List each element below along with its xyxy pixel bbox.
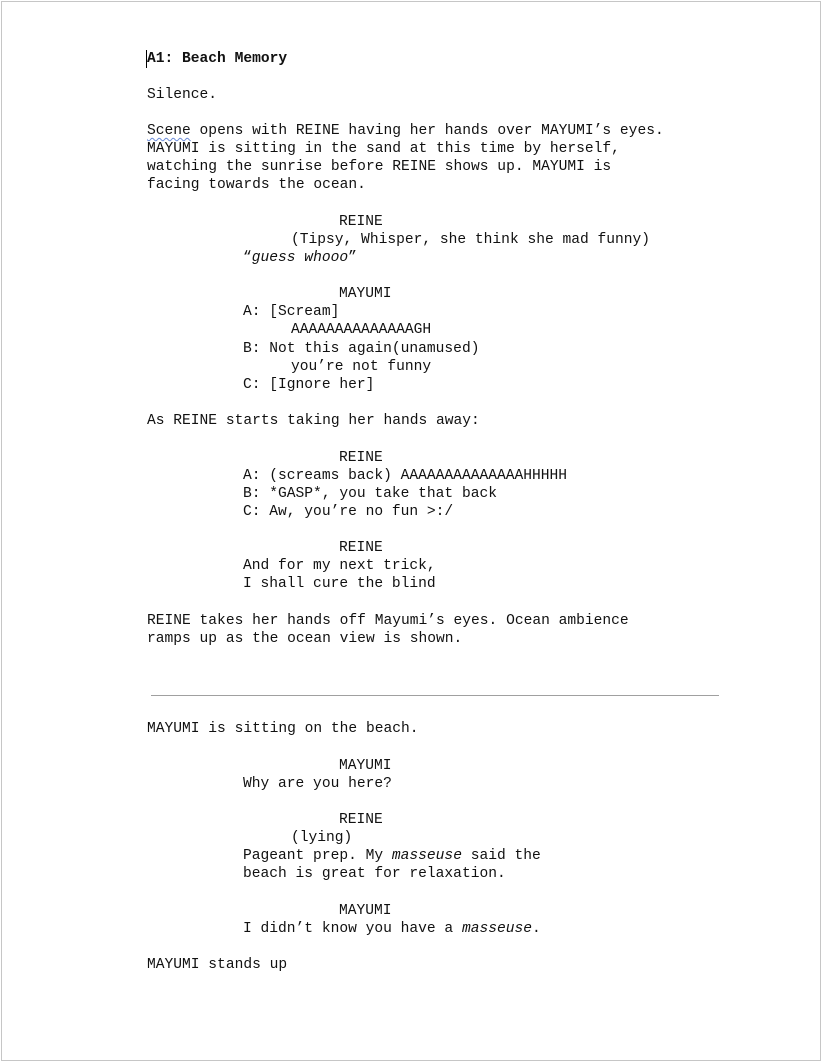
- action-close[interactable]: MAYUMI stands up: [147, 957, 288, 973]
- dialogue-text: I didn’t know you have a: [243, 921, 462, 937]
- dialogue-option-b[interactable]: B: *GASP*, you take that back: [243, 486, 497, 502]
- dialogue-line[interactable]: Why are you here?: [243, 776, 392, 792]
- dialogue-option-b-cont[interactable]: you’re not funny: [291, 359, 432, 375]
- action-open-line-1[interactable]: [147, 122, 664, 140]
- character-name[interactable]: REINE: [339, 812, 383, 828]
- quote-open: “: [243, 250, 252, 266]
- action-open-line-4[interactable]: facing towards the ocean.: [147, 177, 366, 193]
- dialogue-text: .: [532, 921, 541, 937]
- parenthetical[interactable]: (Tipsy, Whisper, she think she mad funny): [291, 232, 651, 248]
- action-close-line-2[interactable]: ramps up as the ocean view is shown.: [147, 631, 463, 647]
- action-close-line-1[interactable]: REINE takes her hands off Mayumi’s eyes. Ocean ambience: [147, 613, 629, 629]
- dialogue-text: Pageant prep. My: [243, 848, 392, 864]
- character-name[interactable]: MAYUMI: [339, 758, 392, 774]
- dialogue-italic: masseuse: [391, 848, 462, 864]
- action-open-line-2[interactable]: MAYUMI is sitting in the sand at this time by herself,: [147, 141, 620, 157]
- dialogue-italic: guess whooo: [251, 250, 349, 266]
- misspelled-word[interactable]: Scene: [147, 123, 191, 139]
- dialogue-option-c[interactable]: C: [Ignore her]: [243, 377, 375, 393]
- action-silence[interactable]: Silence.: [147, 87, 218, 103]
- action-hands[interactable]: As REINE starts taking her hands away:: [147, 413, 480, 429]
- section-divider: [151, 695, 719, 696]
- action-open[interactable]: MAYUMI is sitting on the beach.: [147, 721, 419, 737]
- dialogue-option-a[interactable]: A: (screams back) AAAAAAAAAAAAAAHHHHH: [243, 468, 568, 484]
- character-name[interactable]: REINE: [339, 540, 383, 556]
- dialogue-option-a[interactable]: A: [Scream]: [243, 304, 340, 320]
- scene-heading[interactable]: A1: Beach Memory: [147, 51, 288, 67]
- character-name[interactable]: MAYUMI: [339, 903, 392, 919]
- dialogue-line[interactable]: beach is great for relaxation.: [243, 866, 506, 882]
- dialogue-option-b[interactable]: B: Not this again(unamused): [243, 341, 480, 357]
- quote-close: ”: [348, 250, 357, 266]
- parenthetical[interactable]: (lying): [291, 830, 353, 846]
- dialogue-line[interactable]: I shall cure the blind: [243, 576, 436, 592]
- character-name[interactable]: REINE: [339, 450, 383, 466]
- dialogue-option-c[interactable]: C: Aw, you’re no fun >:/: [243, 504, 454, 520]
- character-name[interactable]: MAYUMI: [339, 286, 392, 302]
- dialogue-line[interactable]: [243, 847, 541, 865]
- action-open-line-3[interactable]: watching the sunrise before REINE shows up. MAYUMI is: [147, 159, 612, 175]
- character-name[interactable]: REINE: [339, 214, 383, 230]
- dialogue-text: said the: [461, 848, 541, 864]
- dialogue-line[interactable]: [243, 249, 357, 267]
- dialogue-line[interactable]: And for my next trick,: [243, 558, 436, 574]
- dialogue-option-a-cont[interactable]: AAAAAAAAAAAAAAGH: [291, 322, 432, 338]
- dialogue-italic: masseuse: [461, 921, 533, 937]
- dialogue-line[interactable]: [243, 920, 541, 938]
- action-open-line-1-rest: opens with REINE having her hands over MAYUMI’s eyes.: [190, 123, 664, 139]
